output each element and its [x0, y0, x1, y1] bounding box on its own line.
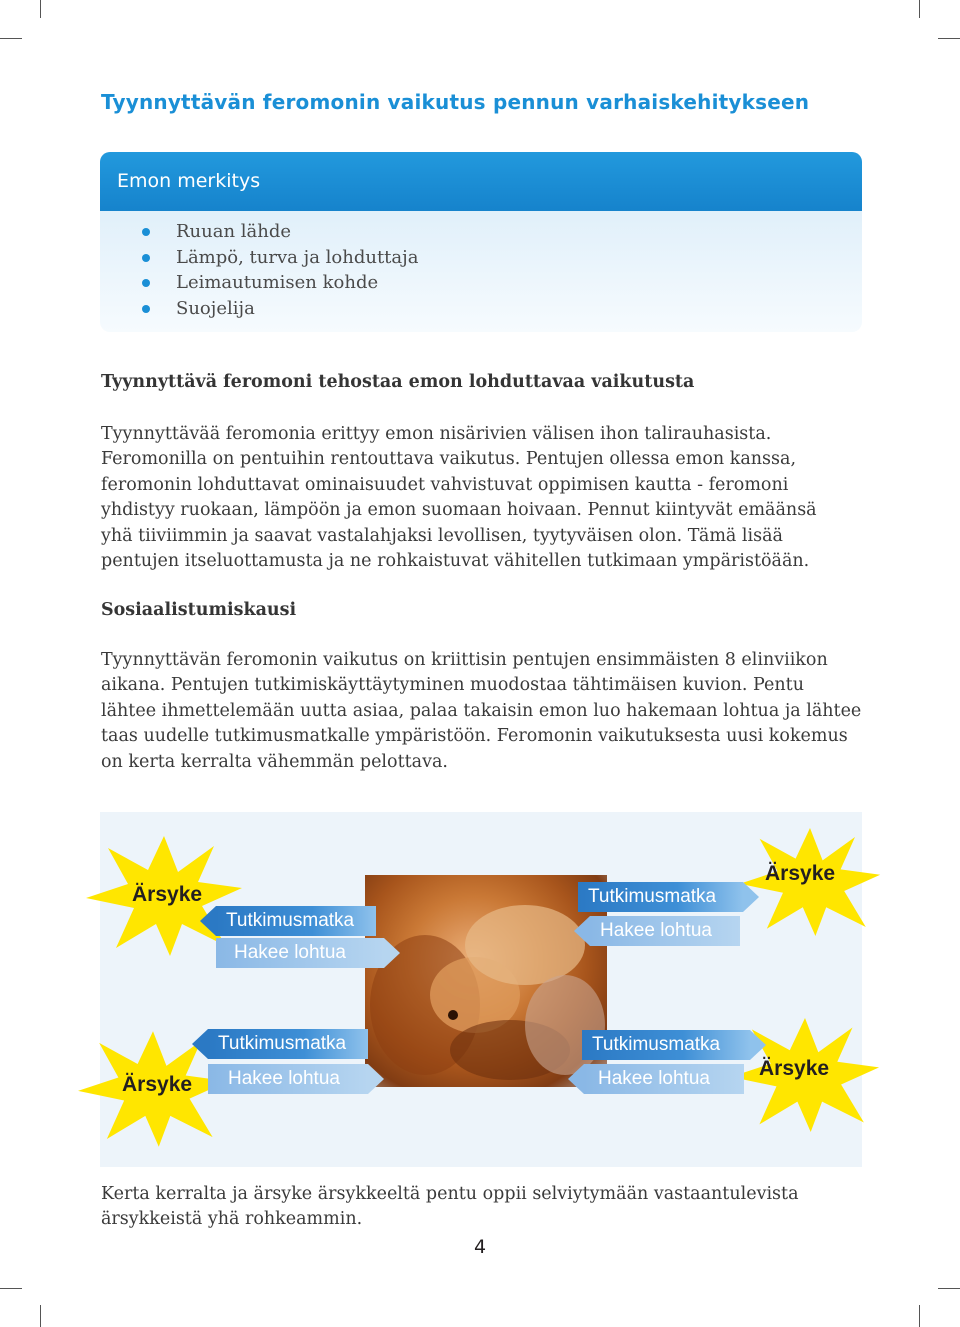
explore-tag: Tutkimusmatka	[216, 906, 376, 936]
text-line: yhä tiiviimmin ja saavat vastalahjaksi levollisen, tyytyväisen olon. Tämä lisää	[101, 525, 783, 546]
text-line: pentujen itseluottamusta ja ne rohkaistuvat vähitellen tutkimaan ympäristöään.	[101, 551, 810, 572]
stimulus-label: Ärsyke	[132, 883, 203, 906]
info-box-heading: Emon merkitys	[100, 152, 862, 211]
explore-tag: Tutkimusmatka	[582, 1030, 750, 1060]
text-line: Tyynnyttävän feromonin vaikutus on kriittisin pentujen ensimmäisten 8 elinviikon	[101, 650, 828, 670]
crop-mark	[40, 0, 41, 18]
section-heading: Tyynnyttävä feromoni tehostaa emon lohduttavaa vaikutusta	[101, 372, 695, 392]
bullet-icon	[142, 254, 150, 262]
bullet-icon	[142, 279, 150, 287]
text-line: ärsykkeistä yhä rohkeammin.	[101, 1209, 363, 1230]
crop-mark	[0, 1288, 22, 1289]
list-item: Ruuan lähde	[142, 219, 418, 245]
comfort-tag: Hakee lohtua	[584, 1064, 744, 1094]
section-paragraph	[101, 648, 871, 775]
text-line: Kerta kerralta ja ärsyke ärsykkeeltä pentu oppii selviytymään vastaantulevista	[101, 1184, 799, 1204]
arrow-left-icon	[574, 916, 590, 946]
section-heading: Sosiaalistumiskausi	[101, 600, 297, 620]
text-line: on kerta kerralta vähemmän pelottava.	[101, 751, 448, 772]
text-line: aikana. Pentujen tutkimiskäyttäytyminen muodostaa tähtimäisen kuvion. Pentu	[101, 675, 804, 696]
text-line: Feromonilla on pentuihin rentouttava vaikutus. Pentujen ollessa emon kanssa,	[101, 449, 797, 470]
list-item: Leimautumisen kohde	[142, 270, 418, 296]
crop-mark	[919, 0, 920, 18]
list-item: Suojelija	[142, 296, 418, 322]
comfort-tag: Hakee lohtua	[208, 1064, 368, 1094]
stimulus-label: Ärsyke	[122, 1073, 193, 1096]
puppy-photo	[365, 875, 607, 1087]
figure-caption	[101, 1182, 871, 1233]
crop-mark	[938, 1288, 960, 1289]
bullet-icon	[142, 305, 150, 313]
crop-mark	[40, 1305, 41, 1327]
bullet-icon	[142, 228, 150, 236]
text-line: lähtee ihmettelemään uutta asiaa, palaa takaisin emon luo hakemaan lohtua ja lähtee	[101, 700, 862, 721]
explore-tag: Tutkimusmatka	[578, 882, 743, 912]
page-number: 4	[473, 1236, 487, 1258]
crop-mark	[919, 1305, 920, 1327]
text-line: feromonin lohduttavat ominaisuudet vahvistuvat oppimisen kautta - feromoni	[101, 474, 789, 495]
arrow-left-icon	[568, 1064, 584, 1094]
arrow-right-icon	[743, 882, 759, 912]
info-box	[100, 152, 862, 332]
arrow-left-icon	[200, 906, 216, 936]
text-line: Tyynnyttävää feromonia erittyy emon nisärivien välisen ihon talirauhasista.	[101, 424, 772, 444]
stimulus-label: Ärsyke	[765, 862, 836, 885]
text-line: taas uudelle tutkimusmatkalle ympäristöön. Feromonin vaikutuksesta uusi kokemus	[101, 726, 848, 747]
explore-tag: Tutkimusmatka	[208, 1029, 368, 1059]
stimulus-label: Ärsyke	[759, 1057, 830, 1080]
list-item: Lämpö, turva ja lohduttaja	[142, 245, 418, 271]
comfort-tag: Hakee lohtua	[590, 916, 740, 946]
arrow-left-icon	[192, 1029, 208, 1059]
section-paragraph	[101, 422, 871, 574]
page-title: Tyynnyttävän feromonin vaikutus pennun varhaiskehitykseen	[101, 90, 810, 114]
text-line: yhdistyy ruokaan, lämpöön ja emon suomaan hoivaan. Pennut kiintyvät emäänsä	[101, 500, 817, 521]
crop-mark	[938, 38, 960, 39]
arrow-right-icon	[750, 1030, 766, 1060]
arrow-right-icon	[384, 938, 400, 968]
comfort-tag: Hakee lohtua	[216, 938, 384, 968]
crop-mark	[0, 38, 22, 39]
arrow-right-icon	[368, 1064, 384, 1094]
info-box-list	[142, 219, 418, 321]
